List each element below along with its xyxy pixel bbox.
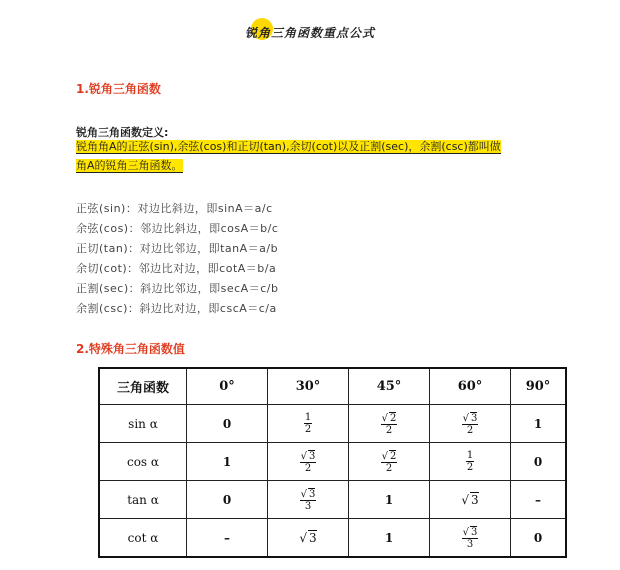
cell-value: $\frac{√ 2}{2}$ <box>349 443 430 481</box>
formula-tan: 正切(tan)：对边比邻边，即tanA＝a/b <box>76 242 279 255</box>
header-60-deg: 60° <box>430 368 511 405</box>
formula-sec: 正割(sec)：斜边比邻边，即secA＝c/b <box>76 282 279 295</box>
cell-value: $\frac{1}{2}$ <box>430 443 511 481</box>
formula-cos: 余弦(cos)：邻边比斜边，即cosA＝b/c <box>76 222 279 235</box>
row-label-cot: cot α <box>99 519 187 558</box>
cell-value: $\frac{√ 3}{3}$ <box>430 519 511 558</box>
section-heading-acute-trig: 1.锐角三角函数 <box>76 82 161 96</box>
formula-cot: 余切(cot)：邻边比对边，即cotA＝b/a <box>76 262 277 275</box>
definition-heading: 锐角三角函数定义: <box>76 126 169 139</box>
cell-value: 0 <box>187 481 268 519</box>
cell-value: $\frac{√ 2}{2}$ <box>349 405 430 443</box>
cell-value: 0 <box>511 519 567 558</box>
header-30-deg: 30° <box>268 368 349 405</box>
definition-text-line-1: 锐角角A的正弦(sin),余弦(cos)和正切(tan),余切(cot)以及正割(sec)，余割(csc)都叫做 <box>76 140 501 153</box>
cell-value: $\frac{√ 3}{2}$ <box>430 405 511 443</box>
cell-value: – <box>187 519 268 558</box>
cell-value: 0 <box>511 443 567 481</box>
cell-value: $\frac{√ 3}{3}$ <box>268 481 349 519</box>
cell-value: $\frac{1}{2}$ <box>268 405 349 443</box>
cell-value: 1 <box>187 443 268 481</box>
table-row <box>99 443 566 481</box>
formula-csc: 余割(csc)：斜边比对边，即cscA＝c/a <box>76 302 277 315</box>
row-label-sin: sin α <box>99 405 187 443</box>
table-header-row <box>99 368 566 405</box>
header-0-deg: 0° <box>187 368 268 405</box>
cell-value: 0 <box>187 405 268 443</box>
table-row <box>99 519 566 558</box>
table-row <box>99 481 566 519</box>
section-heading-special-angles: 2.特殊角三角函数值 <box>76 342 185 356</box>
cell-value: √ 3 <box>430 481 511 519</box>
cell-value: 1 <box>349 481 430 519</box>
title-container <box>0 22 620 41</box>
header-45-deg: 45° <box>349 368 430 405</box>
page-title: 锐角三角函数重点公式 <box>244 26 375 40</box>
cell-value: 1 <box>511 405 567 443</box>
cell-value: √ 3 <box>268 519 349 558</box>
row-label-cos: cos α <box>99 443 187 481</box>
cell-value: – <box>511 481 567 519</box>
formula-sin: 正弦(sin)：对边比斜边，即sinA＝a/c <box>76 202 273 215</box>
cell-value: $\frac{√ 3}{2}$ <box>268 443 349 481</box>
table-row <box>99 405 566 443</box>
header-90-deg: 90° <box>511 368 567 405</box>
special-angle-table <box>98 367 567 558</box>
cell-value: 1 <box>349 519 430 558</box>
row-label-tan: tan α <box>99 481 187 519</box>
header-function: 三角函数 <box>99 368 187 405</box>
definition-text-line-2: 角A的锐角三角函数。 <box>76 159 183 172</box>
